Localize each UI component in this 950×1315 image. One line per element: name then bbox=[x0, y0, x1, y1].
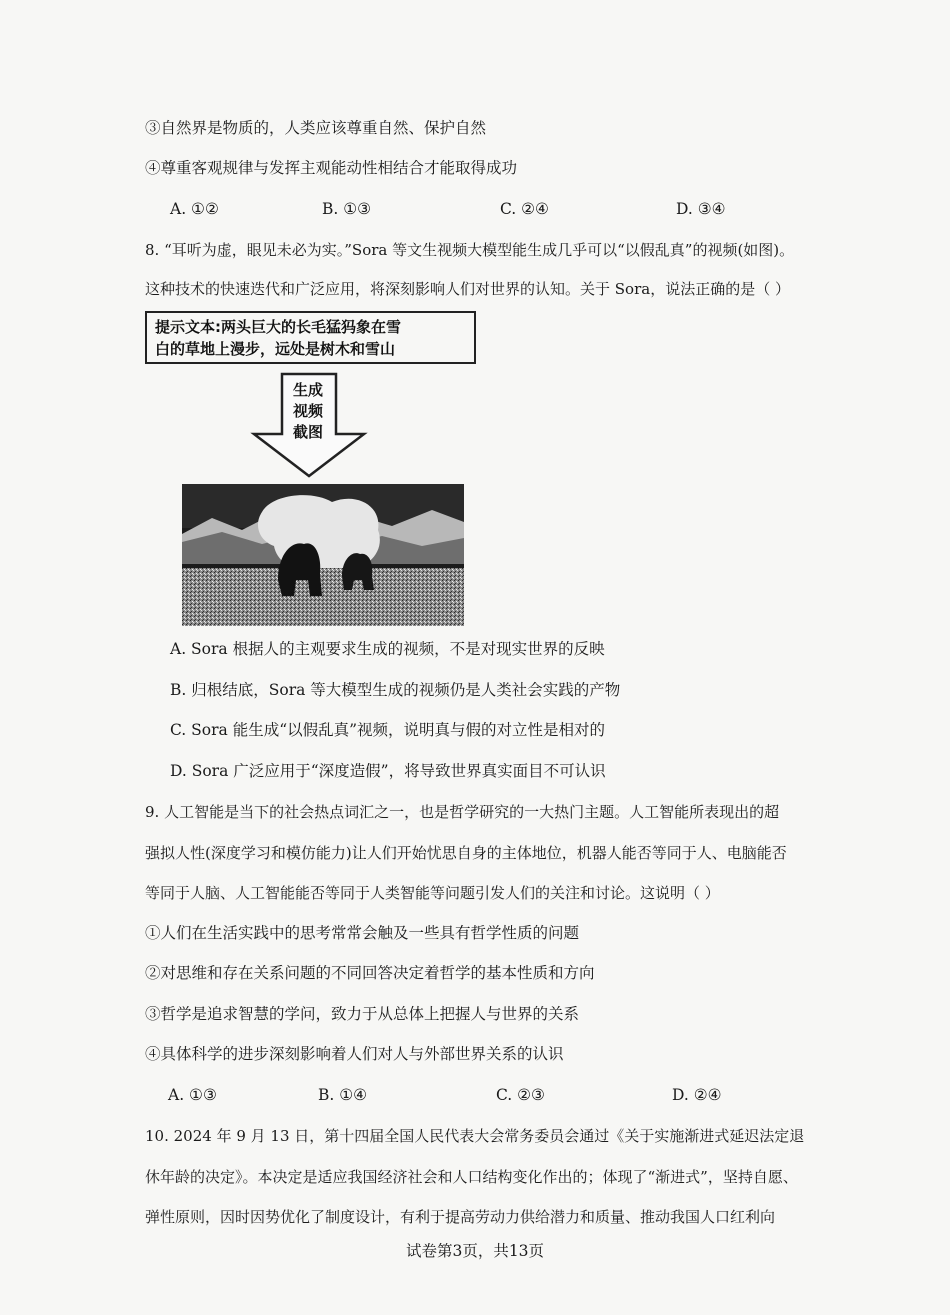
q7-option-c: C. ②④ bbox=[500, 200, 549, 218]
q8-option-a: A. Sora 根据人的主观要求生成的视频，不是对现实世界的反映 bbox=[170, 640, 605, 658]
q10-line-1: 10. 2024 年 9 月 13 日，第十四届全国人民代表大会常务委员会通过《关于实施渐进式延迟法定退 bbox=[145, 1127, 805, 1145]
q9-option-b: B. ①④ bbox=[318, 1086, 368, 1104]
q8-prompt-line-2: 白的草地上漫步，远处是树木和雪山 bbox=[155, 340, 396, 358]
q9-stem-line-3: 等同于人脑、人工智能能否等同于人类智能等问题引发人们的关注和讨论。这说明（ ） bbox=[145, 884, 720, 902]
q7-item-4: ④尊重客观规律与发挥主观能动性相结合才能取得成功 bbox=[145, 159, 518, 177]
q9-item-4: ④具体科学的进步深刻影响着人们对人与外部世界关系的认识 bbox=[145, 1045, 564, 1063]
q10-line-3: 弹性原则，因时因势优化了制度设计，有利于提高劳动力供给潜力和质量、推动我国人口红利向 bbox=[145, 1208, 776, 1226]
q7-options bbox=[0, 198, 950, 222]
q9-item-3: ③哲学是追求智慧的学问，致力于从总体上把握人与世界的关系 bbox=[145, 1005, 580, 1023]
q8-stem-line-1: 8. “耳听为虚，眼见未必为实。”Sora 等文生视频大模型能生成几乎可以“以假乱真”的视频(如图)。 bbox=[145, 241, 795, 259]
q8-option-c: C. Sora 能生成“以假乱真”视频，说明真与假的对立性是相对的 bbox=[170, 721, 606, 739]
q8-stem-line-2: 这种技术的快速迭代和广泛应用，将深刻影响人们对世界的认知。关于 Sora，说法正确的是（ ） bbox=[145, 280, 790, 298]
q9-item-2: ②对思维和存在关系问题的不同回答决定着哲学的基本性质和方向 bbox=[145, 964, 595, 982]
q9-item-1: ①人们在生活实践中的思考常常会触及一些具有哲学性质的问题 bbox=[145, 924, 580, 942]
q8-arrow-label: 生成视频截图 bbox=[292, 381, 323, 441]
q9-option-a: A. ①③ bbox=[168, 1086, 217, 1104]
q8-prompt-line-1: 提示文本:两头巨大的长毛猛犸象在雪 bbox=[155, 318, 402, 336]
q7-option-b: B. ①③ bbox=[322, 200, 372, 218]
q7-option-d: D. ③④ bbox=[676, 200, 726, 218]
q7-item-3: ③自然界是物质的，人类应该尊重自然、保护自然 bbox=[145, 119, 487, 137]
q9-option-c: C. ②③ bbox=[496, 1086, 545, 1104]
page-footer: 试卷第3页，共13页 bbox=[405, 1242, 545, 1260]
q8-option-b: B. 归根结底，Sora 等大模型生成的视频仍是人类社会实践的产物 bbox=[170, 681, 621, 699]
q9-stem-line-2: 强拟人性(深度学习和模仿能力)让人们开始忧思自身的主体地位，机器人能否等同于人、电脑能否 bbox=[145, 844, 787, 862]
q10-line-2: 休年龄的决定》。本决定是适应我国经济社会和人口结构变化作出的；体现了“渐进式”，坚持自愿、 bbox=[145, 1168, 798, 1186]
q8-prompt-box bbox=[145, 311, 476, 364]
q9-option-d: D. ②④ bbox=[672, 1086, 722, 1104]
q7-option-a: A. ①② bbox=[170, 200, 219, 218]
q9-options bbox=[0, 1084, 950, 1108]
q9-stem-line-1: 9. 人工智能是当下的社会热点词汇之一，也是哲学研究的一大热门主题。人工智能所表现出的超 bbox=[145, 803, 780, 821]
q8-option-d: D. Sora 广泛应用于“深度造假”，将导致世界真实面目不可认识 bbox=[170, 762, 606, 780]
mammoth-video-screenshot bbox=[182, 484, 464, 626]
